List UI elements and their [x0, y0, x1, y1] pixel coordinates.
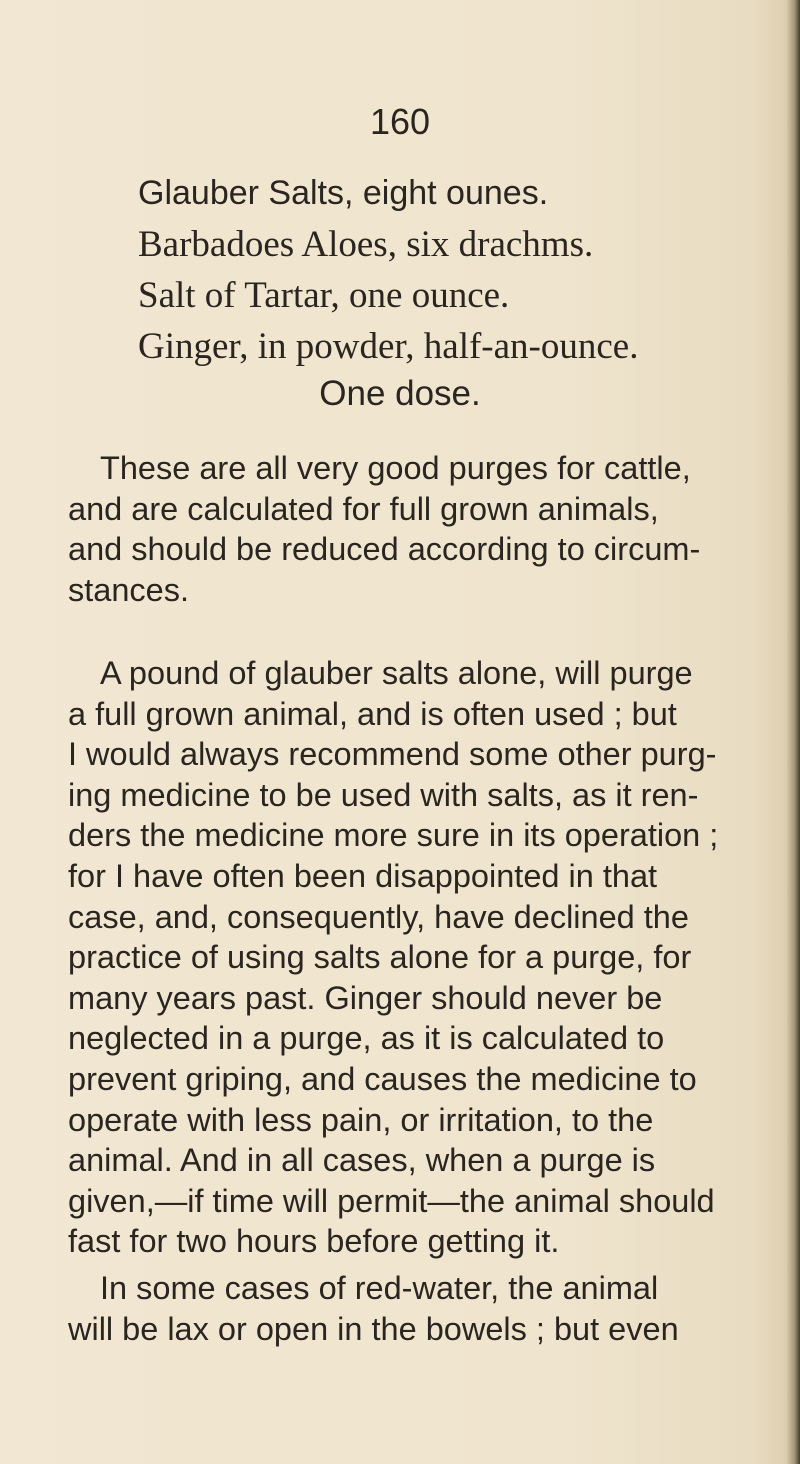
recipe-item-glauber-salts: Glauber Salts, eight ounes.: [138, 174, 549, 212]
paragraph-line: stances.: [68, 571, 190, 608]
paragraph-line: ing medicine to be used with salts, as it ren-: [68, 776, 699, 813]
paragraph-line: case, and, consequently, have declined the: [68, 898, 689, 935]
recipe-item-salt-of-tartar: Salt of Tartar, one ounce.: [138, 275, 510, 316]
page-number: 160: [369, 101, 431, 142]
paragraph-line: These are all very good purges for cattle,: [100, 450, 691, 486]
paragraph-line: given,—if time will permit—the animal should: [68, 1182, 715, 1219]
paragraph-line: prevent griping, and causes the medicine to: [68, 1060, 697, 1097]
paragraph-line: In some cases of red-water, the animal: [100, 1270, 659, 1306]
paragraph-line: and are calculated for full grown animals,: [68, 490, 659, 527]
dose-line: One dose.: [319, 374, 481, 413]
paragraph-line: many years past. Ginger should never be: [68, 979, 663, 1016]
paragraph-line: I would always recommend some other purg-: [68, 736, 717, 773]
recipe-item-ginger: Ginger, in powder, half-an-ounce.: [138, 326, 639, 367]
paragraph-line: neglected in a purge, as it is calculated to: [68, 1020, 665, 1057]
paragraph-line: for I have often been disappointed in that: [68, 857, 658, 894]
paragraph-glauber-salts: [68, 653, 738, 1262]
paragraph-red-water: [68, 1268, 738, 1349]
paragraph-line: practice of using salts alone for a purge, for: [68, 939, 692, 976]
paragraph-purges-for-cattle: [68, 448, 738, 610]
paragraph-line: and should be reduced according to circum-: [68, 531, 701, 568]
paragraph-line: will be lax or open in the bowels ; but even: [68, 1310, 679, 1347]
paragraph-line: ders the medicine more sure in its operation ;: [68, 817, 719, 854]
paragraph-line: A pound of glauber salts alone, will purge: [100, 655, 693, 691]
paragraph-line: operate with less pain, or irritation, to the: [68, 1101, 654, 1138]
recipe-item-barbadoes-aloes: Barbadoes Aloes, six drachms.: [138, 224, 594, 265]
recipe-list: [138, 168, 638, 372]
paragraph-line: a full grown animal, and is often used ; but: [68, 695, 677, 732]
paragraph-line: fast for two hours before getting it.: [68, 1223, 560, 1260]
paragraph-line: animal. And in all cases, when a purge is: [68, 1142, 656, 1179]
page-edge-shadow: [786, 0, 800, 1464]
